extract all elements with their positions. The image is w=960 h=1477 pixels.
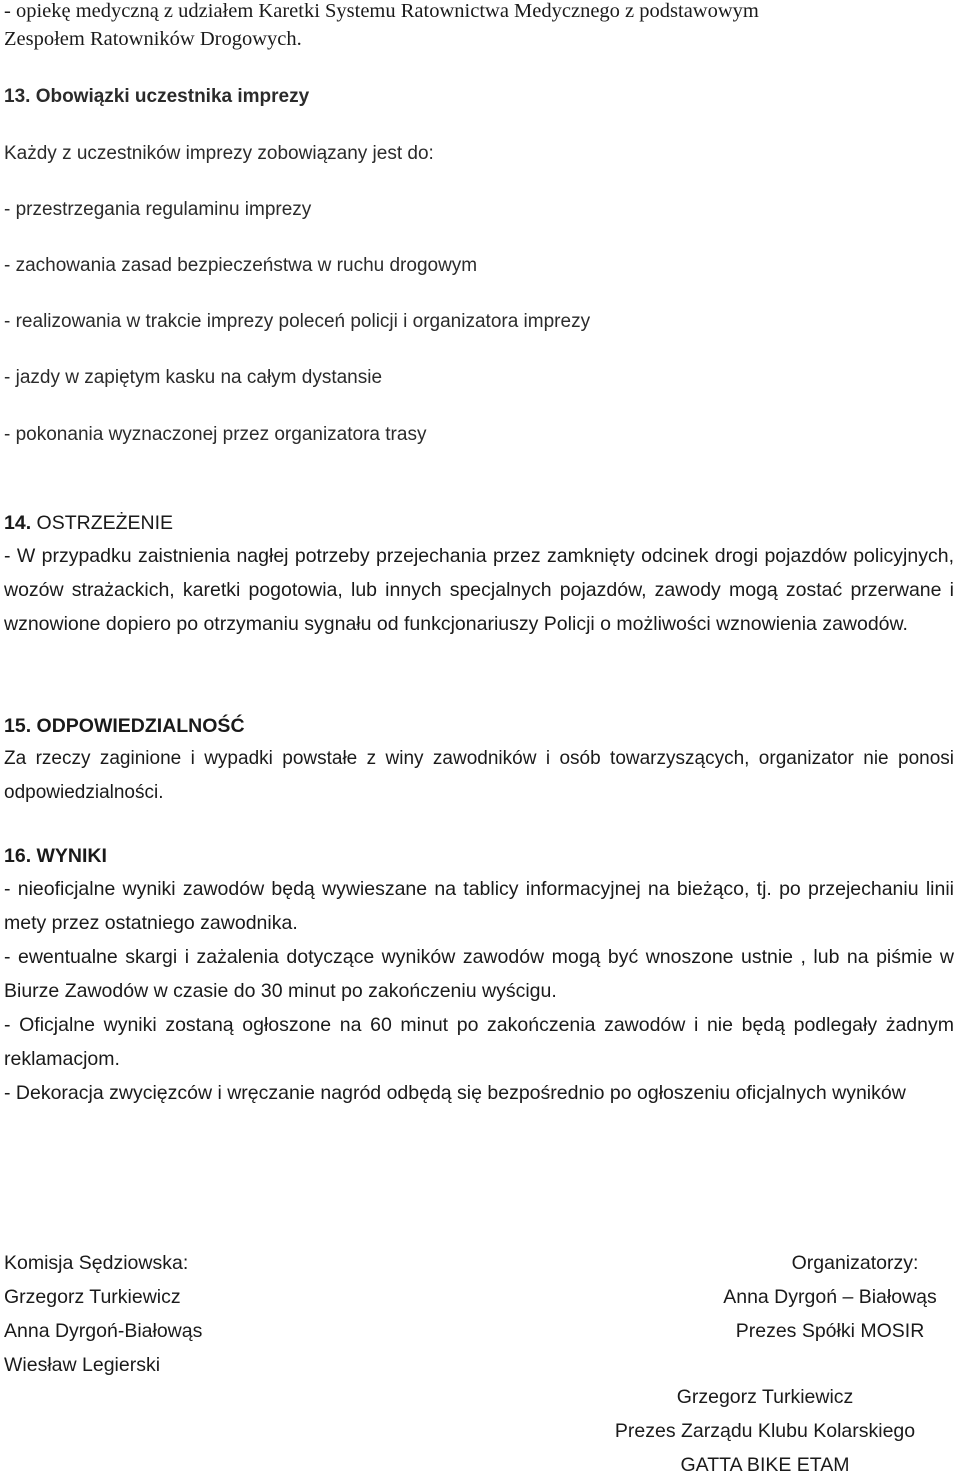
- intro-line-2: Zespołem Ratowników Drogowych.: [4, 28, 302, 50]
- organizer-2-role: Prezes Zarządu Klubu Kolarskiego: [614, 1420, 916, 1442]
- section-14-heading: [4, 511, 173, 535]
- judge-name-1: Grzegorz Turkiewicz: [4, 1286, 181, 1308]
- section-13-title: 13. Obowiązki uczestnika imprezy: [4, 86, 310, 107]
- section-15-text: [4, 742, 954, 810]
- section-16-list: [4, 872, 954, 1110]
- section-13-item-4: - jazdy w zapiętym kasku na całym dystansie: [4, 367, 383, 388]
- judges-title: Komisja Sędziowska:: [4, 1252, 189, 1274]
- section-16-title: 16. WYNIKI: [4, 845, 107, 867]
- judge-name-3: Wiesław Legierski: [4, 1354, 161, 1376]
- organizer-2-name: Grzegorz Turkiewicz: [676, 1386, 854, 1408]
- organizer-1-name: Anna Dyrgoń – Białowąs: [723, 1286, 937, 1308]
- section-13-lead: Każdy z uczestników imprezy zobowiązany jest do:: [4, 143, 434, 164]
- section-13-item-3: - realizowania w trakcie imprezy poleceń policji i organizatora imprezy: [4, 311, 591, 332]
- section-16-item-4: - Dekoracja zwycięzców i wręczanie nagród odbędą się bezpośrednio po ogłoszeniu oficjalnych wyników: [4, 1082, 906, 1104]
- section-16-item-3: - Oficjalne wyniki zostaną ogłoszone na 60 minut po zakończenia zawodów i nie będą podlegały żadnym reklamacjom.: [4, 1014, 954, 1070]
- section-15-paragraph: Za rzeczy zaginione i wypadki powstałe z winy zawodników i osób towarzyszących, organizator nie ponosi odpowiedzialności.: [4, 748, 954, 803]
- judge-name-2: Anna Dyrgoń-Białowąs: [4, 1320, 203, 1342]
- section-14-title: OSTRZEŻENIE: [36, 512, 174, 534]
- section-15-title: 15. ODPOWIEDZIALNOŚĆ: [4, 715, 245, 737]
- section-16-item-2: - ewentualne skargi i zażalenia dotyczące wyników zawodów mogą być wnoszone ustnie , lub na piśmie w Biurze Zawodów w czasie do 30 minut po zakończeniu wyścigu.: [4, 946, 954, 1002]
- section-14-text: [4, 539, 954, 641]
- section-13-item-5: - pokonania wyznaczonej przez organizatora trasy: [4, 424, 427, 445]
- organizers-title: Organizatorzy:: [791, 1252, 919, 1274]
- section-14-number: 14.: [4, 512, 32, 534]
- section-13-item-1: - przestrzegania regulaminu imprezy: [4, 199, 312, 220]
- organizer-2-org: GATTA BIKE ETAM: [680, 1454, 850, 1476]
- section-13-item-2: - zachowania zasad bezpieczeństwa w ruchu drogowym: [4, 255, 478, 276]
- section-16-item-1: - nieoficjalne wyniki zawodów będą wywieszane na tablicy informacyjnej na bieżąco, tj. po przejechaniu linii mety przez ostatniego zawodnika.: [4, 878, 954, 934]
- section-14-paragraph: - W przypadku zaistnienia nagłej potrzeby przejechania przez zamknięty odcinek drogi pojazdów policyjnych, wozów strażackich, karetki pogotowia, lub innych specjalnych pojazdów, zawody mogą zostać przerwane i wznowione dopiero po otrzymaniu sygnału od funkcjonariuszy Policji o możliwości wznowienia zawodów.: [4, 545, 954, 635]
- organizer-1-role: Prezes Spółki MOSIR: [735, 1320, 925, 1342]
- intro-line-1: - opiekę medyczną z udziałem Karetki Systemu Ratownictwa Medycznego z podstawowym: [4, 0, 759, 22]
